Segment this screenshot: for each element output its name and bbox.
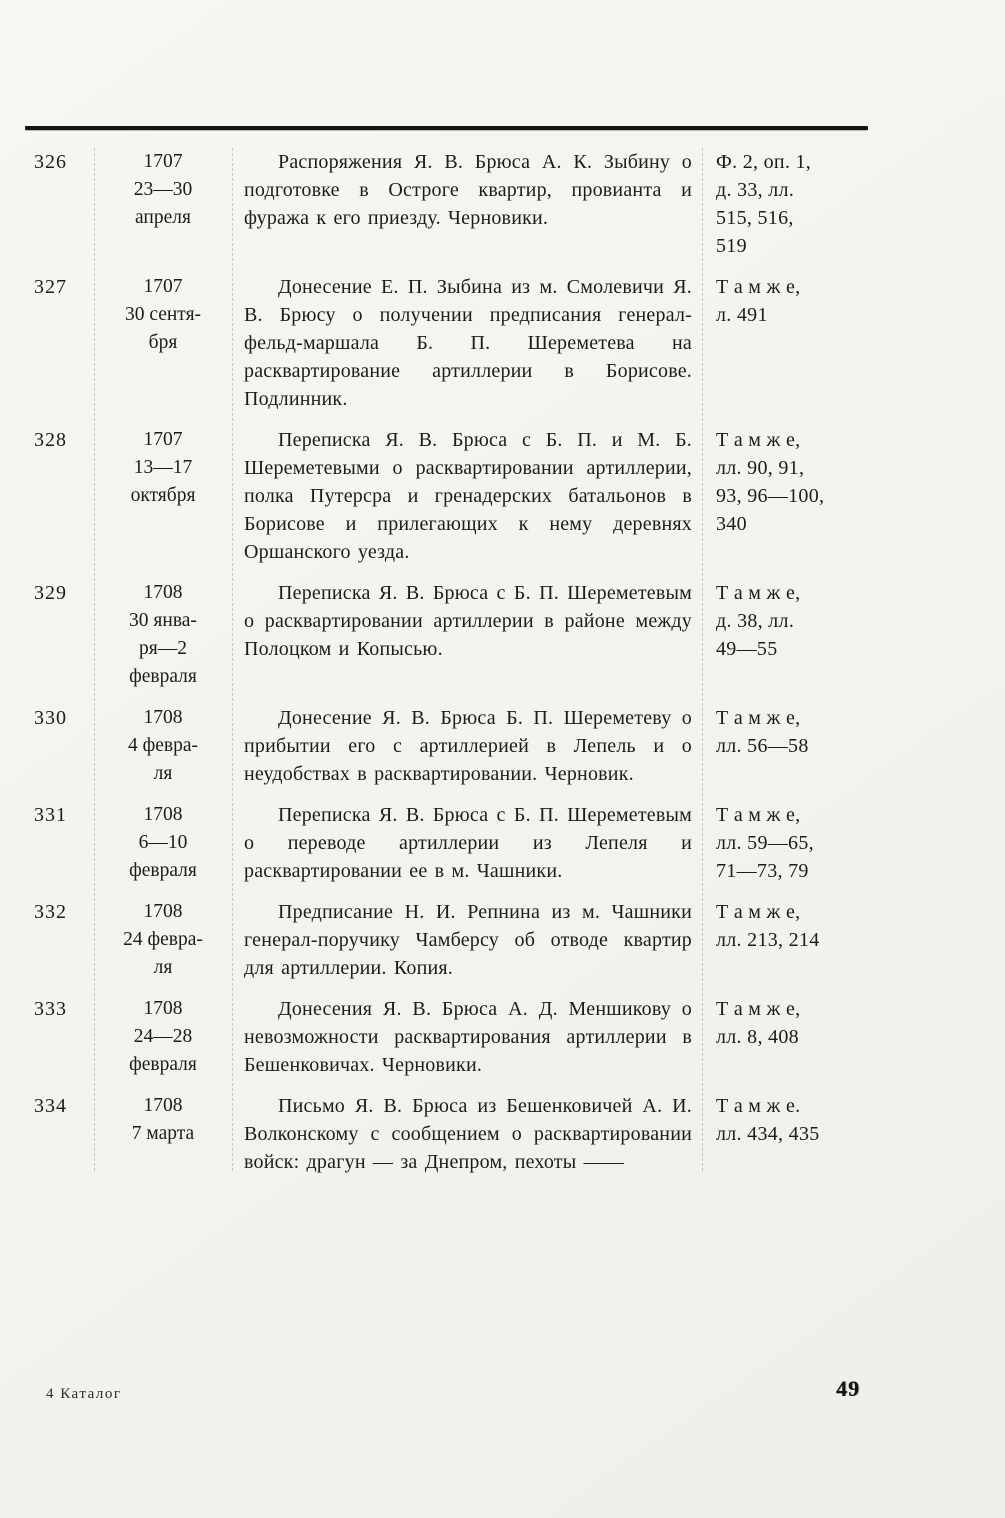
column-separator	[702, 148, 703, 1171]
table-row	[30, 995, 875, 1079]
table-row	[30, 148, 875, 260]
entry-archive-reference: Т а м ж е, лл. 59—65, 71—73, 79	[716, 804, 814, 882]
table-row	[30, 426, 875, 566]
entry-date: 1708 30 янва- ря—2 февраля	[129, 582, 197, 687]
entry-description: Распоряжения Я. В. Брюса А. К. Зыбину о подготовке в Остроге квартир, провианта и фуража к его приезду. Черновики.	[244, 151, 692, 229]
table-row	[30, 898, 875, 982]
entry-number: 329	[34, 582, 67, 604]
entry-description: Переписка Я. В. Брюса с Б. П. Шереметевым о переводе артиллерии из Лепеля и расквартировании ее в м. Чашники.	[244, 804, 692, 882]
entry-number: 331	[34, 804, 67, 826]
entry-date: 1708 24 февра- ля	[123, 901, 203, 978]
entry-number: 333	[34, 998, 67, 1020]
entry-description: Переписка Я. В. Брюса с Б. П. Шереметевым о расквартировании артиллерии в районе между Полоцком и Копысью.	[244, 582, 692, 660]
entry-date: 1708 6—10 февраля	[129, 804, 197, 881]
entry-description: Донесение Е. П. Зыбина из м. Смолевичи Я. В. Брюсу о получении предписания генерал-фельд-маршала Б. П. Шереметева на расквартирование артиллерии в Борисове. Подлинник.	[244, 276, 692, 410]
entry-archive-reference: Т а м ж е, лл. 8, 408	[716, 998, 801, 1048]
footer-print-signature: 4 Каталог	[46, 1386, 122, 1402]
entry-number: 328	[34, 429, 67, 451]
column-separator	[94, 148, 95, 1171]
table-row	[30, 704, 875, 788]
column-separator	[232, 148, 233, 1171]
table-row	[30, 801, 875, 885]
catalog-table	[30, 148, 875, 1189]
entry-description: Письмо Я. В. Брюса из Бешенковичей А. И. Волконскому с сообщением о расквартировании войск: драгун — за Днепром, пехоты ——	[244, 1095, 692, 1173]
table-row	[30, 1092, 875, 1176]
entry-archive-reference: Ф. 2, оп. 1, д. 33, лл. 515, 516, 519	[716, 151, 812, 257]
entry-date: 1708 4 февра- ля	[127, 707, 199, 784]
entry-description: Донесение Я. В. Брюса Б. П. Шереметеву о прибытии его с артиллерией в Лепель и о неудобствах в расквартировании. Черновик.	[244, 707, 692, 785]
entry-archive-reference: Т а м ж е, д. 38, лл. 49—55	[716, 582, 801, 660]
entry-number: 332	[34, 901, 67, 923]
entry-archive-reference: Т а м ж е. лл. 434, 435	[716, 1095, 820, 1145]
entry-description: Предписание Н. И. Репнина из м. Чашники генерал-поручику Чамберсу об отводе квартир для артиллерии. Копия.	[244, 901, 692, 979]
entry-number: 334	[34, 1095, 67, 1117]
entry-date: 1708 7 марта	[131, 1095, 195, 1144]
entry-number: 327	[34, 276, 67, 298]
entry-date: 1707 30 сентя- бря	[124, 276, 202, 353]
entry-number: 326	[34, 151, 67, 173]
entry-archive-reference: Т а м ж е, лл. 213, 214	[716, 901, 820, 951]
entry-archive-reference: Т а м ж е, л. 491	[716, 276, 801, 326]
header-rule	[25, 126, 868, 130]
entry-date: 1708 24—28 февраля	[129, 998, 197, 1075]
table-row	[30, 273, 875, 413]
entry-number: 330	[34, 707, 67, 729]
entry-date: 1707 13—17 октября	[130, 429, 196, 506]
entry-archive-reference: Т а м ж е, лл. 56—58	[716, 707, 809, 757]
entry-description: Переписка Я. В. Брюса с Б. П. и М. Б. Шереметевыми о расквартировании артиллерии, полка Путерсра и гренадерских батальонов в Борисове и прилегающих к нему деревнях Оршанского уезда.	[244, 429, 692, 563]
page-number: 49	[836, 1376, 860, 1401]
entry-archive-reference: Т а м ж е, лл. 90, 91, 93, 96—100, 340	[716, 429, 825, 535]
entry-date: 1707 23—30 апреля	[133, 151, 193, 228]
entry-description: Донесения Я. В. Брюса А. Д. Меншикову о невозможности расквартирования артиллерии в Бешенковичах. Черновики.	[244, 998, 692, 1076]
table-row	[30, 579, 875, 691]
